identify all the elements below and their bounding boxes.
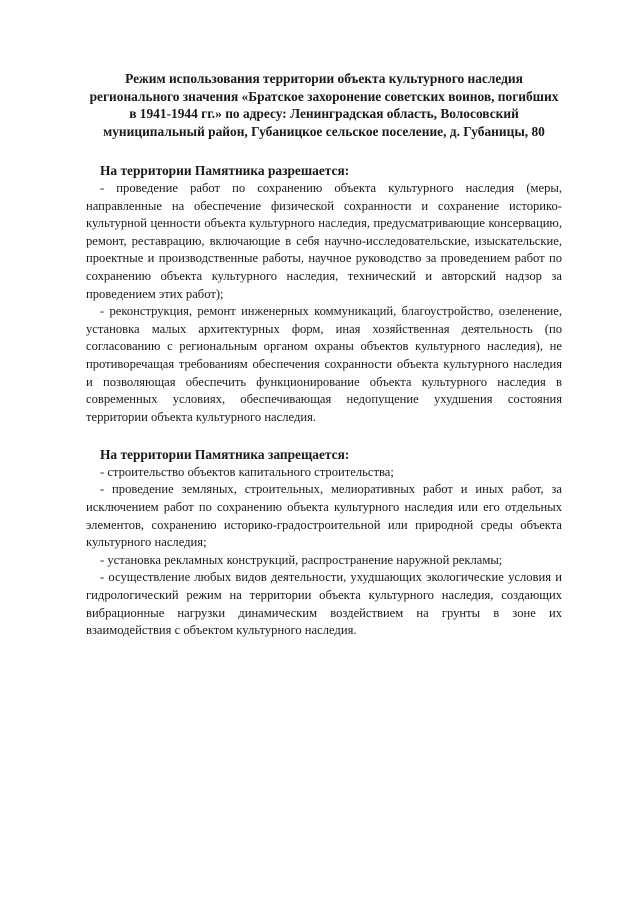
permitted-item: - реконструкция, ремонт инженерных коммуникаций, благоустройство, озеленение, установка малых архитектурных форм, иная хозяйственная деятельность (по согласованию с региональным органом охраны объектов культурного наследия), не противоречащая требованиям обеспечения сохранности объекта культурного наследия и позволяющая обеспечить функционирование объекта культурного наследия в современных условиях, обеспечивающая недопущение ухудшения состояния территории объекта культурного наследия. (86, 304, 562, 424)
document-content (86, 70, 562, 640)
prohibited-heading: На территории Памятника запрещается: (100, 447, 350, 463)
prohibited-item: - строительство объектов капитального строительства; (100, 464, 394, 479)
permitted-section (86, 162, 562, 426)
prohibited-item: - проведение земляных, строительных, мелиоративных работ и иных работ, за исключением работ по сохранению объекта культурного наследия или его отдельных элементов, сохранению историко-градостроительной или природной среды объекта культурного наследия; (86, 482, 562, 550)
prohibited-item: - осуществление любых видов деятельности, ухудшающих экологические условия и гидрологический режим на территории объекта культурного наследия, создающих вибрационные нагрузки динамическим воздействием на грунты в зоне их взаимодействия с объектом культурного наследия. (86, 570, 562, 638)
permitted-item: - проведение работ по сохранению объекта культурного наследия (меры, направленные на обеспечение физической сохранности и сохранение историко-культурной ценности объекта культурного наследия, предусматривающие консервацию, ремонт, реставрацию, включающие в себя научно-исследовательские, изыскательские, проектные и производственные работы, научное руководство за проведением работ по сохранению объекта культурного наследия, технический и авторский надзор за проведением этих работ); (86, 180, 562, 301)
prohibited-section (86, 446, 562, 640)
prohibited-item: - установка рекламных конструкций, распространение наружной рекламы; (100, 552, 503, 567)
document-title: Режим использования территории объекта культурного наследия регионального значения «Братское захоронение советских воинов, погибших в 1941-1944 гг.» по адресу: Ленинградская область, Волосовский муниципальный район, Губаницкое сельское поселение, д. Губаницы, 80 (89, 71, 559, 139)
permitted-heading: На территории Памятника разрешается: (100, 163, 350, 179)
